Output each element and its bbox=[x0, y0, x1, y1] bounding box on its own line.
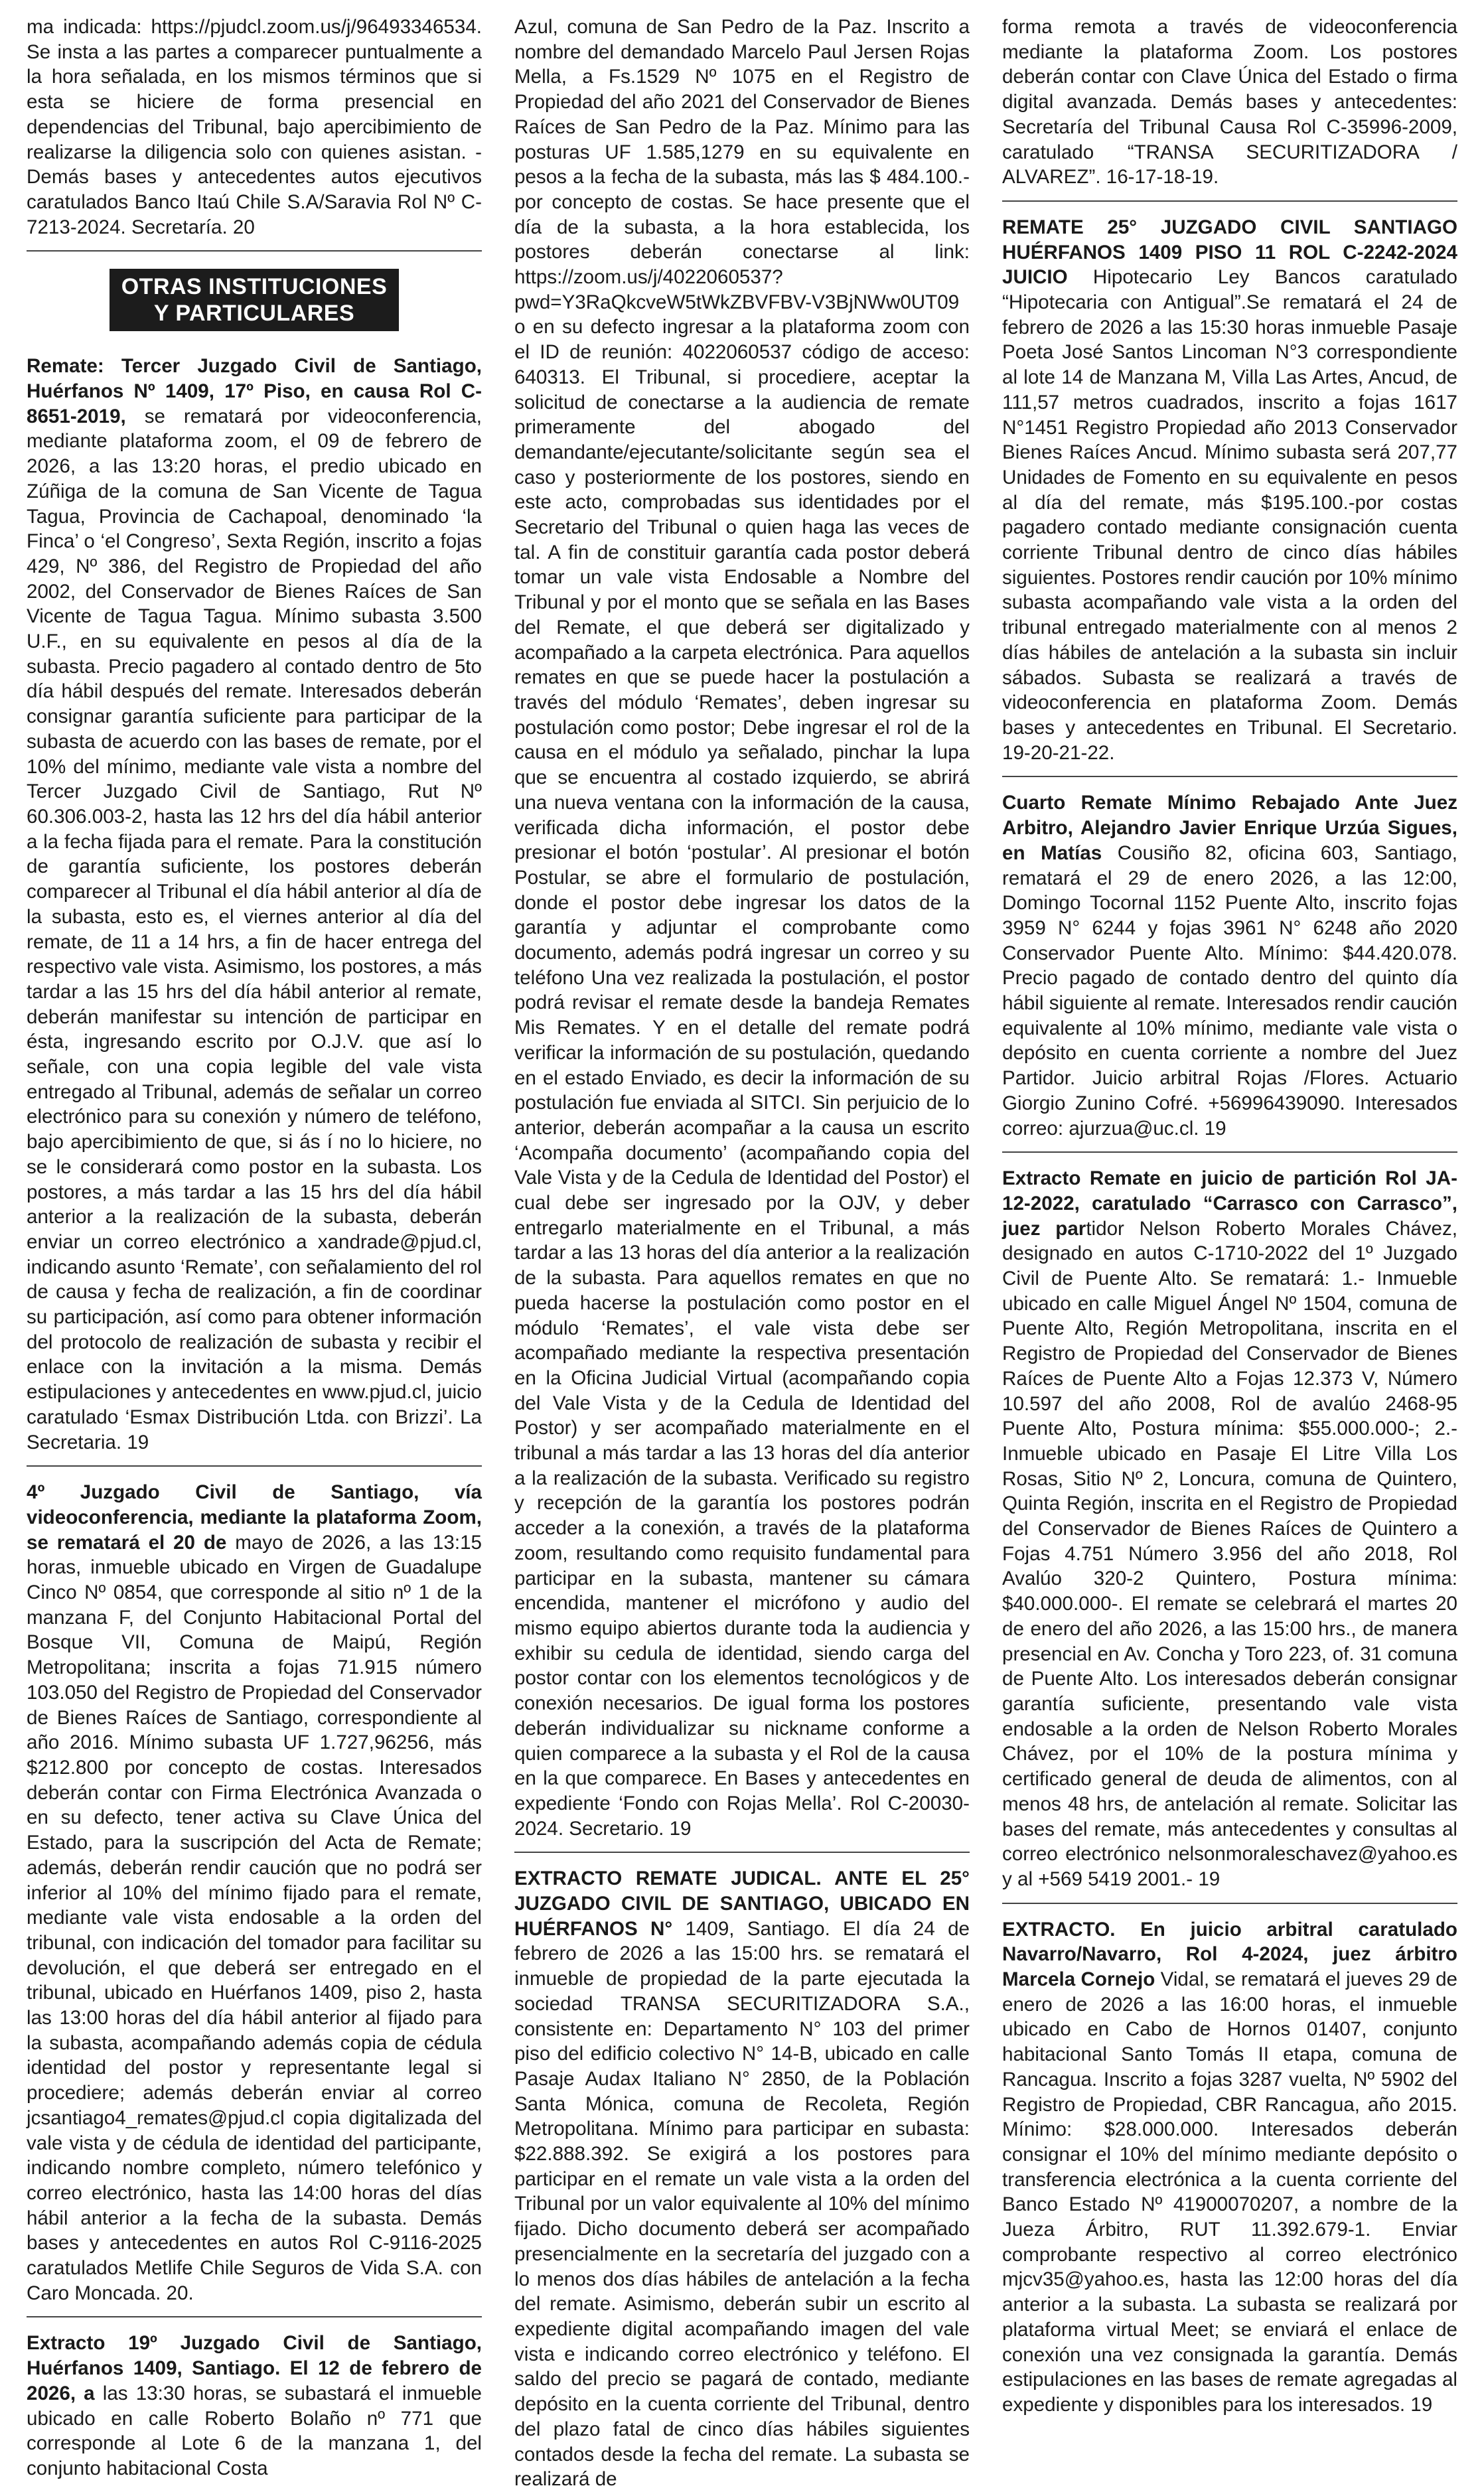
notice-lead: Extracto 19º Juzgado Civil de Santiago, Huérfanos 1409, Santiago. El 12 de febrero de 2026, a bbox=[27, 2332, 482, 2404]
notice-arbitral bbox=[1002, 1917, 1457, 2418]
notice-body: se rematará por videoconferencia, mediante plataforma zoom, el 09 de febrero de 2026, a las 13:20 horas, el predio ubicado en Zúñiga de la comuna de San Vicente de Tagua Tagua, Provincia de Cachapoal, denominado ‘la Finca’ o ‘el Congreso’, Sexta Región, inscrito a fojas 429, Nº 386, del Registro de Propiedad del año 2002, del Conservador de Bienes Raíces de San Vicente de Tagua Tagua. Mínimo subasta 3.500 U.F., en su equivalente en pesos al día de la subasta. Precio pagadero al contado dentro de 5to día hábil después del remate. Interesados deberán consignar garantía suficiente para participar de la subasta de acuerdo con las bases de remate, por el 10% del mínimo, mediante vale vista a nombre del Tercer Juzgado Civil de Santiago, Rut Nº 60.306.003-2, hasta las 12 hrs del día hábil anterior a la fecha fijada para el remate. Para la constitución de garantía suficiente, los postores deberán comparecer al Tribunal el día hábil anterior al día de la subasta, esto es, el viernes anterior al día del remate, de 11 a 14 hrs, a fin de hacer entrega del respectivo vale vista. Asimismo, los postores, a más tardar a las 15 hrs del día hábil anterior al remate, deberán manifestar su intención de participar en ésta, ingresando escrito por O.J.V. que así lo señale, con una copia legible del vale vista entregado al Tribunal, además de señalar un correo electrónico para su conexión y número de teléfono, bajo apercibimiento de que, si ás í no lo hiciere, no se le considerará como postor en la subasta. Los postores, a más tardar a las 15 hrs del día hábil anterior a la realización de la subasta, deberán enviar un correo electrónico a xandrade@pjud.cl, indicando asunto ‘Remate’, con señalamiento del rol de causa y fecha de realización, a fin de coordinar su participación, así como para obtener información del protocolo de realización de subasta y recibir el enlace con la invitación a la misma. Demás estipulaciones y antecedentes en www.pjud.cl, juicio caratulado ‘Esmax Distribución Ltda. con Brizzi’. La Secretaria. 19 bbox=[27, 405, 482, 1453]
divider bbox=[514, 1852, 970, 1853]
newspaper-page bbox=[27, 15, 1457, 2491]
divider bbox=[1002, 200, 1457, 202]
divider bbox=[1002, 776, 1457, 777]
divider bbox=[1002, 1151, 1457, 1153]
notice-lead: 4º Juzgado Civil de Santiago, vía videoconferencia, mediante la plataforma Zoom, se rematará el 20 de bbox=[27, 1481, 482, 1554]
notice-lead: EXTRACTO. En juicio arbitral caratulado Navarro/Navarro, Rol 4-2024, juez árbitro Marcela Cornejo bbox=[1002, 1918, 1457, 1991]
notice-cuarto-remate bbox=[1002, 790, 1457, 1141]
notice-text: forma remota a través de videoconferencia mediante la plataforma Zoom. Los postores deberán contar con Clave Única del Estado o firma digital avanzada. Demás bases y antecedentes: Secretaría del Tribunal Causa Rol C-35996-2009, caratulado “TRANSA SECURITIZADORA / ALVAREZ”. 16-17-18-19. bbox=[1002, 16, 1457, 188]
notice-continuation-transa bbox=[1002, 15, 1457, 190]
column-1 bbox=[27, 15, 482, 2479]
notice-body: Vidal, se rematará el jueves 29 de enero de 2026 a las 16:00 horas, el inmueble ubicado en Cabo de Hornos 01407, conjunto habitacional Santo Tomás II etapa, comuna de Rancagua. Inscrito a fojas 3287 vuelta, Nº 5902 del Registro de Propiedad, CBR Rancagua, año 2015. Mínimo: $28.000.000. Interesados deberán consignar el 10% del mínimo mediante depósito o transferencia electrónica a la cuenta corriente del Banco Estado Nº 41900070207, a nombre de la Jueza Árbitro, RUT 11.392.679-1. Enviar comprobante respectivo al correo electrónico mjcv35@yahoo.es, hasta las 12:00 horas del día anterior a la subasta. La subasta se realizará por plataforma virtual Meet; se enviará el enlace de conexión una vez consignada la garantía. Demás estipulaciones en las bases de remate agregadas al expediente y disponibles para los interesados. 19 bbox=[1002, 1968, 1457, 2416]
notice-tercer-juzgado bbox=[27, 354, 482, 1455]
notice-lead: Extracto Remate en juicio de partición Rol JA-12-2022, caratulado “Carrasco con Carrasco”, juez par bbox=[1002, 1167, 1457, 1240]
column-3 bbox=[1002, 15, 1457, 2416]
divider bbox=[27, 1465, 482, 1467]
notice-body: Hipotecario Ley Bancos caratulado “Hipotecaria con Antigual”.Se rematará el 24 de febrero de 2026 a las 15:30 horas inmueble Pasaje Poeta José Santos Lincoman N°3 correspondiente al lote 14 de Manzana M, Villa Las Artes, Ancud, de 111,57 metros cuadrados, inscrito a fojas 1617 N°1451 Registro Propiedad año 2013 Conservador Bienes Raíces Ancud. Mínimo subasta será 207,77 Unidades de Fomento en su equivalente en pesos al día del remate, más $195.100.-por costas pagadero contado mediante consignación cuenta corriente Tribunal dentro de cinco días hábiles siguientes. Postores rendir caución por 10% mínimo subasta acompañando vale vista a la orden del tribunal entregado materialmente con al menos 2 días hábiles de antelación a la subasta sin incluir sábados. Subasta se realizará a través de videoconferencia en plataforma Zoom. Demás bases y antecedentes en Tribunal. El Secretario. 19-20-21-22. bbox=[1002, 266, 1457, 764]
notice-body: Cousiño 82, oficina 603, Santiago, rematará el 29 de enero 2026, a las 12:00, Domingo Tocornal 1152 Puente Alto, inscrito fojas 3959 N° 6244 y fojas 3961 N° 6248 año 2020 Conservador Puente Alto. Mínimo: $44.420.078. Precio pagado de contado dentro del quinto día hábil siguiente al remate. Interesados rendir caución equivalente al 10% mínimo, mediante vale vista o depósito en cuenta corriente a nombre del Juez Partidor. Juicio arbitral Rojas /Flores. Actuario Giorgio Zunino Cofré. +56996439090. Interesados correo: ajurzua@uc.cl. 19 bbox=[1002, 842, 1457, 1139]
notice-lead: REMATE 25° JUZGADO CIVIL SANTIAGO HUÉRFANOS 1409 PISO 11 ROL C-2242-2024 JUICIO bbox=[1002, 216, 1457, 289]
notice-25-juzgado-hipotecaria bbox=[1002, 215, 1457, 765]
notice-particion bbox=[1002, 1166, 1457, 1891]
notice-lead: Remate: Tercer Juzgado Civil de Santiago, Huérfanos Nº 1409, 17º Piso, en causa Rol C-8651-2019, bbox=[27, 355, 482, 427]
notice-continuation-banco-itau bbox=[27, 15, 482, 240]
notice-19-juzgado bbox=[27, 2331, 482, 2481]
divider bbox=[27, 2316, 482, 2317]
notice-cuarto-juzgado bbox=[27, 1480, 482, 2306]
notice-lead: EXTRACTO REMATE JUDICAL. ANTE EL 25° JUZGADO CIVIL DE SANTIAGO, UBICADO EN HUÉRFANOS N° bbox=[514, 1868, 970, 1940]
notice-body: 1409, Santiago. El día 24 de febrero de 2026 a las 15:00 hrs. se rematará el inmueble de propiedad de la parte ejecutada la sociedad TRANSA SECURITIZADORA S.A., consistente en: Departamento N° 103 del primer piso del edificio colectivo N° 14-B, ubicado en calle Pasaje Audax Italiano N° 2850, de la Población Santa Mónica, comuna de Recoleta, Región Metropolitana. Mínimo para participar en subasta: $22.888.392. Se exigirá a los postores para participar en el remate un vale vista a la orden del Tribunal por un valor equivalente al 10% del mínimo fijado. Dicho documento deberá ser acompañado presencialmente en la secretaría del juzgado con a lo menos dos días hábiles de antelación a la fecha del remate. Asimismo, deberán subir un escrito al expediente digital acompañando imagen del vale vista e indicando correo electrónico y teléfono. El saldo del precio se pagará de contado, mediante depósito en la cuenta corriente del Tribunal, dentro del plazo fatal de cinco días hábiles siguientes contados desde la fecha del remate. La subasta se realizará de bbox=[514, 1917, 970, 2491]
divider bbox=[1002, 1903, 1457, 1904]
notice-text: ma indicada: https://pjudcl.zoom.us/j/96493346534. Se insta a las partes a comparecer puntualmente a la hora señalada, en los mismos términos que si esta se hiciere de forma presencial en dependencias del Tribunal, bajo apercibimiento de realizarse la diligencia solo con quienes asistan. - Demás bases y antecedentes autos ejecutivos caratulados Banco Itaú Chile S.A/Saravia Rol Nº C-7213-2024. Secretaría. 20 bbox=[27, 16, 482, 238]
notice-lead: Cuarto Remate Mínimo Rebajado Ante Juez Arbitro, Alejandro Javier Enrique Urzúa Sigues, en Matías bbox=[1002, 792, 1457, 864]
column-2 bbox=[514, 15, 970, 2491]
notice-body: mayo de 2026, a las 13:15 horas, inmueble ubicado en Virgen de Guadalupe Cinco Nº 0854, que corresponde al sitio nº 1 de la manzana F, del Conjunto Habitacional Portal del Bosque VII, Comuna de Maipú, Región Metropolitana; inscrita a fojas 71.915 número 103.050 del Registro de Propiedad del Conservador de Bienes Raíces de Santiago, correspondiente al año 2016. Mínimo subasta UF 1.727,96256, más $212.800 por concepto de costas. Interesados deberán contar con Firma Electrónica Avanzada o en su defecto, tener activa su Clave Única del Estado, para la suscripción del Acta de Remate; además, deberán rendir caución que no podrá ser inferior al 10% del mínimo fijado para el remate, mediante vale vista endosable a la orden del tribunal, con indicación del tomador para facilitar su devolución, el que deberá ser entregado en el tribunal, ubicado en Huérfanos 1409, piso 2, hasta las 13:00 horas del día hábil anterior al fijado para la subasta, acompañando además copia de cédula identidad del postor y representante legal si procediere; además deberán enviar al correo jcsantiago4_remates@pjud.cl copia digitalizada del vale vista y de cédula de identidad del participante, indicando nombre completo, número telefónico y correo electrónico, hasta las 14:00 horas del días hábil anterior a la fecha de la subasta. Demás bases y antecedentes en autos Rol C-9116-2025 caratulados Metlife Chile Seguros de Vida S.A. con Caro Moncada. 20. bbox=[27, 1531, 482, 2304]
section-header-box bbox=[110, 269, 400, 331]
section-header bbox=[27, 269, 482, 331]
divider bbox=[27, 250, 482, 252]
notice-text: Azul, comuna de San Pedro de la Paz. Inscrito a nombre del demandado Marcelo Paul Jersen Rojas Mella, a Fs.1529 Nº 1075 en el Registro de Propiedad del año 2021 del Conservador de Bienes Raíces de San Pedro de la Paz. Mínimo para las posturas UF 1.585,1279 en su equivalente en pesos a la fecha de la subasta, más las $ 484.100.-por concepto de costas. Se hace presente que el día de la subasta, a la hora establecida, los postores deberán conectarse al link: https://zoom.us/j/4022060537?pwd=Y3RaQkcveW5tWkZBVFBV-V3BjNWw0UT09 o en su defecto ingresar a la plataforma zoom con el ID de reunión: 4022060537 código de acceso: 640313. El Tribunal, si procediere, aceptar la solicitud de conectarse a la audiencia de remate primeramente del abogado del demandante/ejecutante/solicitante según sea el caso y posteriormente de los postores, siendo en este acto, comprobadas sus identidades por el Secretario del Tribunal o quien haga las veces de tal. A fin de constituir garantía cada postor deberá tomar un vale vista Endosable a Nombre del Tribunal y por el monto que se señala en las Bases del Remate, el que deberá ser digitalizado y acompañado a la carpeta electrónica. Para aquellos remates en que se puede hacer la postulación a través del módulo ‘Remates’, deben ingresar su postulación como postor; Debe ingresar el rol de la causa en el módulo ya señalado, pinchar la lupa que se encuentra al costado izquierdo, se abrirá una nueva ventana con la información de la causa, verificada dicha información, el postor debe presionar el botón ‘postular’. Al presionar el botón Postular, se abre el formulario de postulación, donde el postor debe ingresar los datos de la garantía y adjuntar el comprobante como documento, además podrá ingresar un correo y su teléfono Una vez realizada la postulación, el postor podrá revisar el remate desde la bandeja Remates Mis Remates. Y en el detalle del remate podrá verificar la información de su postulación, quedando en el estado Enviado, es decir la información de su postulación fue enviada al SITCI. Sin perjuicio de lo anterior, deberán acompañar a la causa un escrito ‘Acompaña documento’ (acompañando copia del Vale Vista y de la Cedula de Identidad del Postor) el cual debe ser ingresado por la OJV, y deber entregarlo materialmente en el Tribunal, a más tardar a las 13 horas del día anterior a la realización de la subasta. Para aquellos remates en que no pueda hacerse la postulación como postor en el módulo ‘Remates’, el vale vista debe ser acompañado mediante la respectiva presentación en la Oficina Judicial Virtual (acompañando copia del Vale Vista y de la Cedula de Identidad del Postor) y ser acompañado materialmente en el tribunal a más tardar a las 13 horas del día anterior a la realización de la subasta. Verificado su registro y recepción de la garantía los postores podrán acceder a la conexión, a través de la plataforma zoom, resultando como requisito fundamental para participar en la subasta, mantener su cámara encendida, mantener el micrófono y audio del mismo equipo abiertos durante toda la audiencia y exhibir su cedula de identidad, siendo carga del postor contar con los elementos tecnológicos y de conexión necesarios. De igual forma los postores deberán individualizar su nickname conforme a quien comparece a la subasta y el Rol de la causa en la que comparece. En Bases y antecedentes en expediente ‘Fondo con Rojas Mella’. Rol C-20030-2024. Secretario. 19 bbox=[514, 16, 970, 1840]
notice-continuation-rojas-mella bbox=[514, 15, 970, 1841]
notice-25-juzgado-transa bbox=[514, 1866, 970, 2492]
section-header-line-1: OTRAS INSTITUCIONES bbox=[121, 274, 388, 300]
section-header-line-2: Y PARTICULARES bbox=[153, 301, 355, 327]
notice-body: tidor Nelson Roberto Morales Chávez, designado en autos C-1710-2022 del 1º Juzgado Civil de Puente Alto. Se rematará: 1.- Inmueble ubicado en calle Miguel Ángel Nº 1504, comuna de Puente Alto, Región Metropolitana, inscrita en el Registro de Propiedad del Conservador de Bienes Raíces de Puente Alto a Fojas 12.373 V, Número 10.597 del año 2008, Rol de avalúo 2468-95 Puente Alto, Postura mínima: $55.000.000-; 2.- Inmueble ubicado en Pasaje El Litre Villa Los Rosas, Sitio Nº 2, Loncura, comuna de Quintero, Quinta Región, inscrita en el Registro de Propiedad del Conservador de Bienes Raíces de Quintero a Fojas 4.751 Número 3.956 del año 2018, Rol Avalúo 320-2 Quintero, Postura mínima: $40.000.000-. El remate se celebrará el martes 20 de enero del año 2026, a las 15:00 hrs., de manera presencial en Av. Concha y Toro 223, of. 31 comuna de Puente Alto. Los interesados deberán consignar garantía suficiente, presentando vale vista endosable a la orden de Nelson Roberto Morales Chávez, por el 10% de la postura mínima y certificado general de deuda de alimentos, con al menos 48 hrs, de antelación al remate. Solicitar las bases del remate, más antecedentes y consultas al correo electrónico nelsonmoraleschavez@yahoo.es y al +569 5419 2001.- 19 bbox=[1002, 1217, 1457, 1890]
notice-body: las 13:30 horas, se subastará el inmueble ubicado en calle Roberto Bolaño nº 771 que corresponde al Lote 6 de la manzana 1, del conjunto habitacional Costa bbox=[27, 2382, 482, 2479]
